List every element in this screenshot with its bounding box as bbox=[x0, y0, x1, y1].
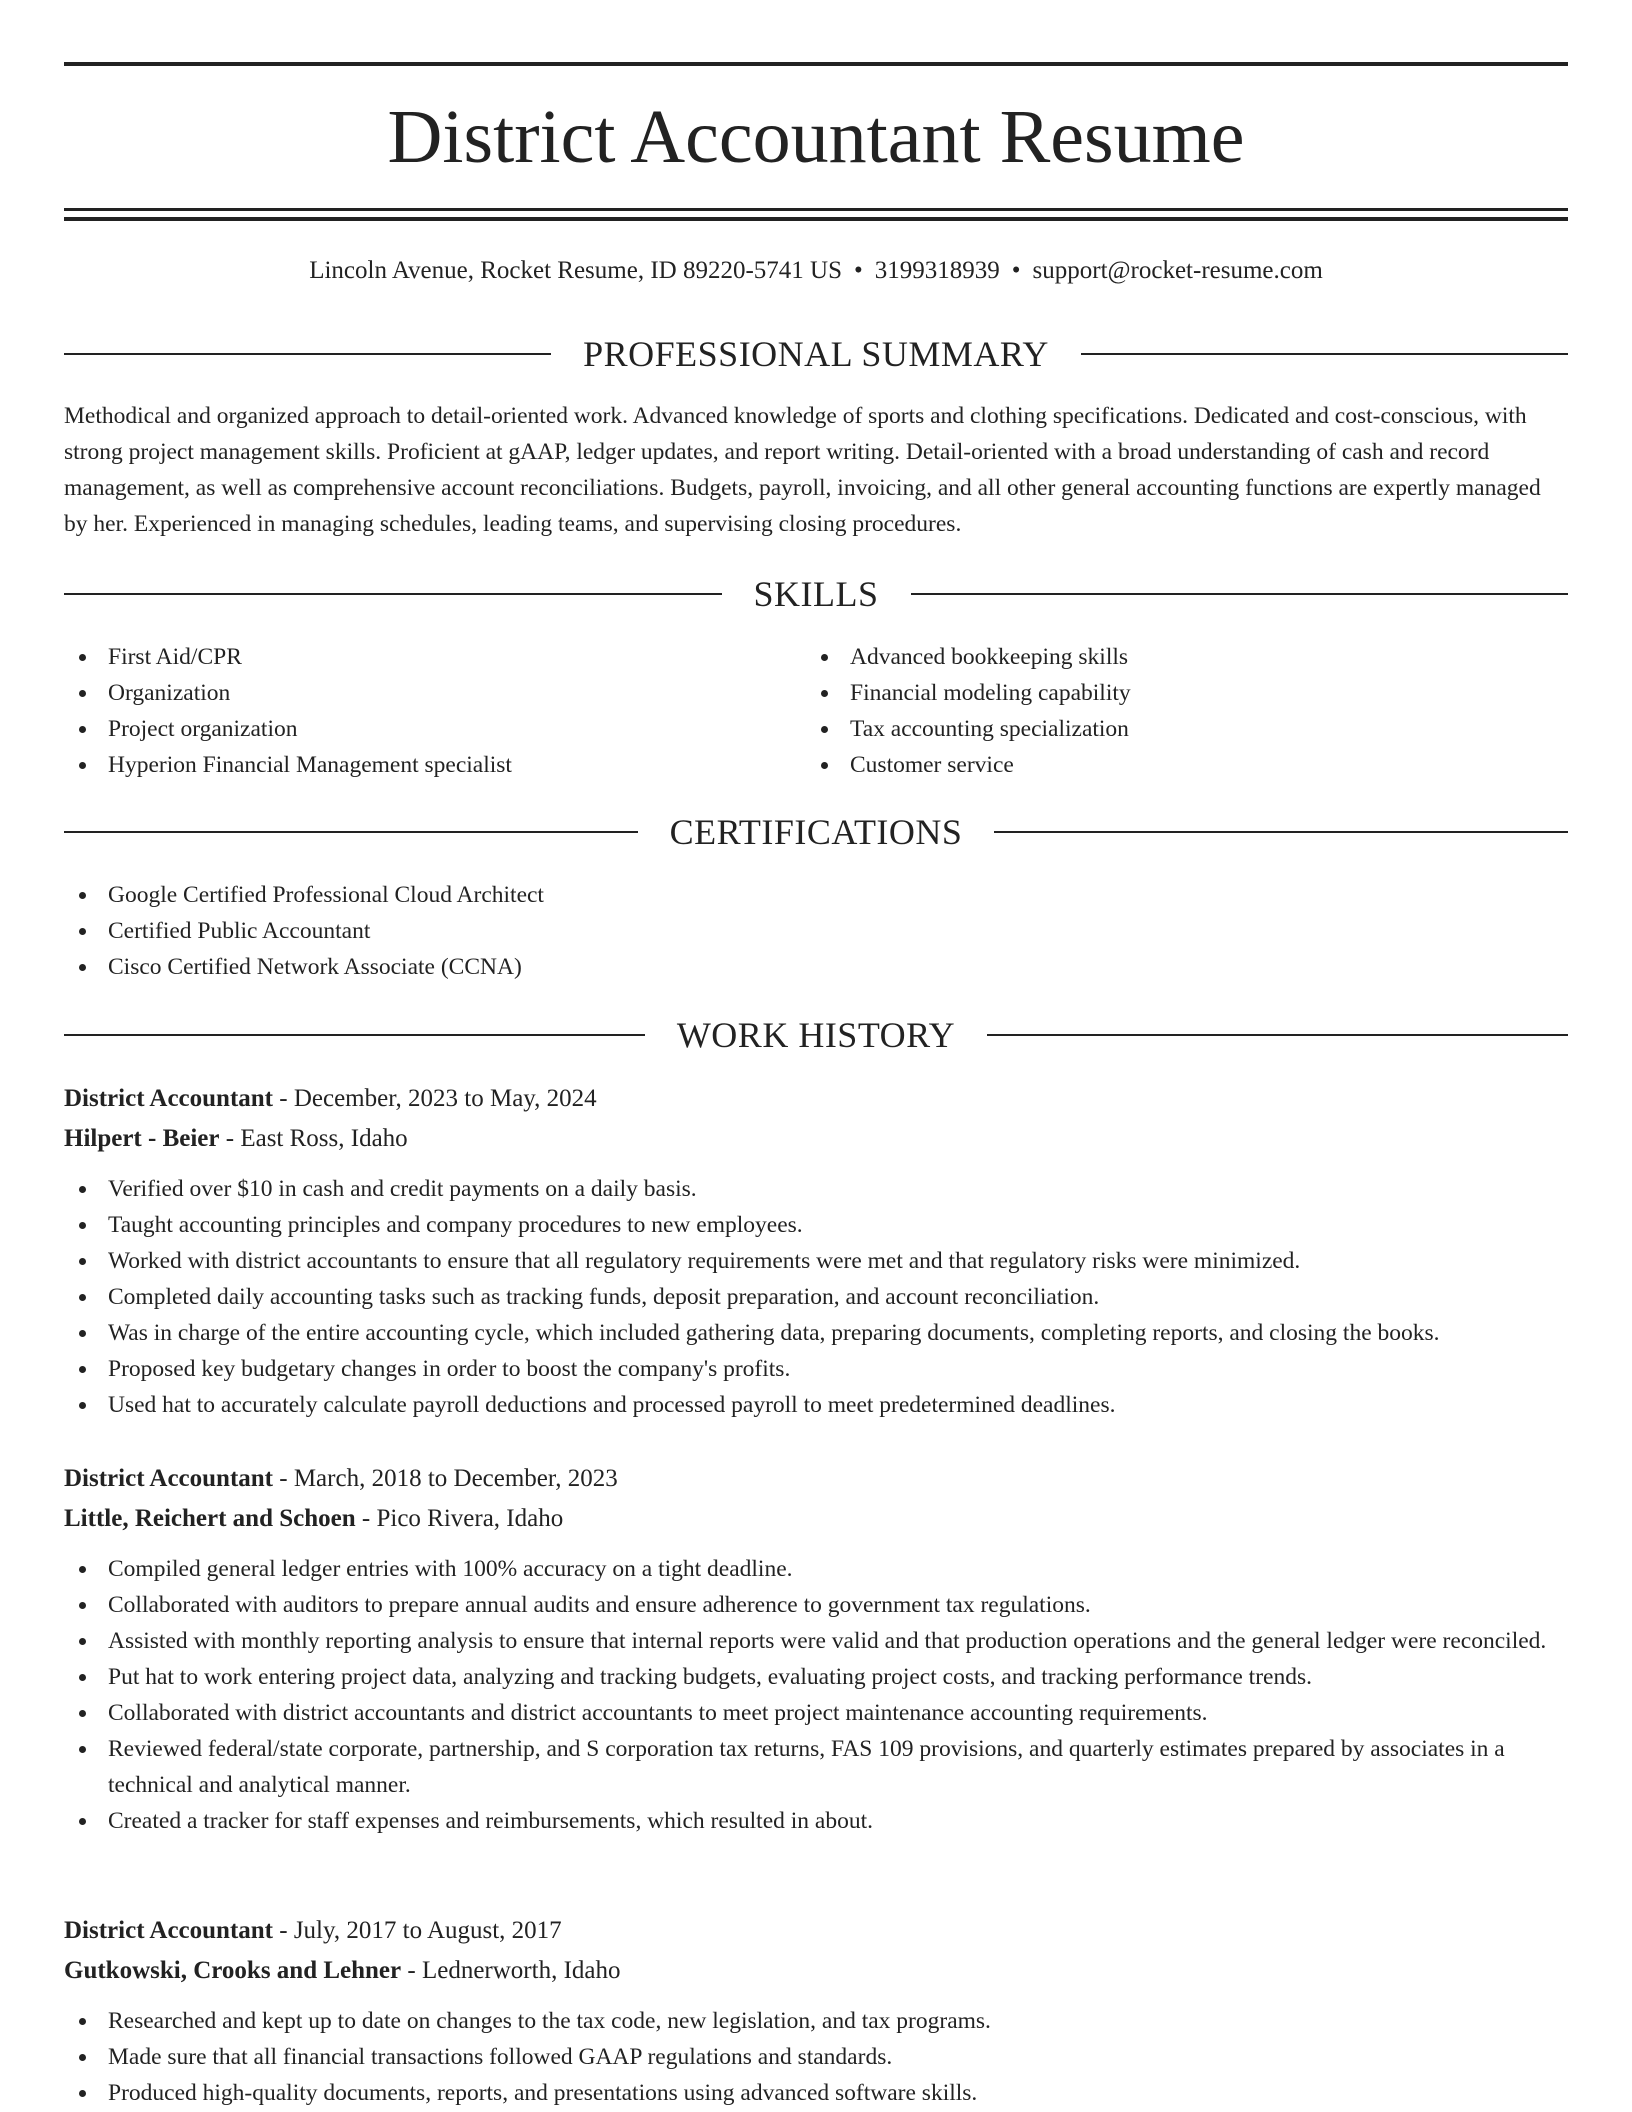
job-company: Gutkowski, Crooks and Lehner bbox=[64, 1957, 402, 1984]
heading-rule bbox=[987, 1034, 1568, 1036]
contact-phone: 3199318939 bbox=[874, 257, 1000, 284]
job-dates: - December, 2023 to May, 2024 bbox=[273, 1085, 597, 1112]
job-duty: Collaborated with auditors to prepare annual audits and ensure adherence to government tax regulations. bbox=[64, 1587, 1568, 1623]
job-location: - East Ross, Idaho bbox=[219, 1125, 408, 1152]
summary-heading: PROFESSIONAL SUMMARY bbox=[583, 334, 1049, 374]
heading-rule bbox=[1081, 353, 1568, 355]
job-title-line bbox=[64, 1079, 1568, 1119]
job-location: - Lednerworth, Idaho bbox=[401, 1957, 621, 1984]
heading-rule bbox=[64, 1034, 645, 1036]
job-duty: Was in charge of the entire accounting cycle, which included gathering data, preparing documents, completing reports, and closing the books. bbox=[64, 1315, 1568, 1351]
skill-item: Hyperion Financial Management specialist bbox=[64, 747, 512, 783]
job-duty: Made sure that all financial transactions followed GAAP regulations and standards. bbox=[64, 2039, 1568, 2075]
heading-rule bbox=[911, 593, 1569, 595]
job-duty: Researched and kept up to date on changes to the tax code, new legislation, and tax programs. bbox=[64, 2003, 1568, 2039]
job-title-line bbox=[64, 1911, 1568, 1951]
contact-separator: • bbox=[1011, 257, 1021, 284]
job-dates: - March, 2018 to December, 2023 bbox=[273, 1465, 618, 1492]
skills-list-left bbox=[64, 639, 512, 783]
certification-item: Google Certified Professional Cloud Architect bbox=[64, 877, 544, 913]
job-duty: Completed daily accounting tasks such as tracking funds, deposit preparation, and account reconciliation. bbox=[64, 1279, 1568, 1315]
summary-heading-row bbox=[64, 332, 1568, 376]
skill-item: Project organization bbox=[64, 711, 512, 747]
job-duty: Worked with district accountants to ensure that all regulatory requirements were met and that regulatory risks were minimized. bbox=[64, 1243, 1568, 1279]
job-duty: Taught accounting principles and company procedures to new employees. bbox=[64, 1207, 1568, 1243]
job-duty: Reviewed federal/state corporate, partnership, and S corporation tax returns, FAS 109 provisions, and quarterly estimates prepared by associates in a technical and analytical manner. bbox=[64, 1731, 1568, 1803]
contact-email: support@rocket-resume.com bbox=[1032, 257, 1323, 284]
heading-rule bbox=[64, 353, 551, 355]
skills-heading-row bbox=[64, 572, 1568, 616]
certification-item: Certified Public Accountant bbox=[64, 913, 544, 949]
skill-item: Tax accounting specialization bbox=[806, 711, 1131, 747]
job-duty: Verified over $10 in cash and credit payments on a daily basis. bbox=[64, 1171, 1568, 1207]
job-company-line bbox=[64, 1951, 1568, 1991]
job-duty: Produced high-quality documents, reports, and presentations using advanced software skills. bbox=[64, 2075, 1568, 2111]
job-duty: Collaborated with district accountants and district accountants to meet project maintenance accounting requirements. bbox=[64, 1695, 1568, 1731]
job-company: Little, Reichert and Schoen bbox=[64, 1505, 356, 1532]
heading-rule bbox=[994, 831, 1568, 833]
summary-text: Methodical and organized approach to detail-oriented work. Advanced knowledge of sports and clothing specifications. Dedicated and cost-conscious, with strong project management skills. Proficient at gAAP, ledger updates, and report writing. Detail-oriented with a broad understanding of cash and record management, as well as comprehensive account reconciliations. Budgets, payroll, invoicing, and all other general accounting functions are expertly managed by her. Experienced in managing schedules, leading teams, and supervising closing procedures. bbox=[64, 403, 1541, 537]
certifications-list bbox=[64, 877, 544, 985]
top-rule bbox=[64, 62, 1568, 66]
skill-item: Customer service bbox=[806, 747, 1131, 783]
heading-rule bbox=[64, 593, 722, 595]
job-entry bbox=[64, 1459, 1568, 1839]
job-title: District Accountant bbox=[64, 1917, 273, 1944]
skills-heading: SKILLS bbox=[753, 574, 879, 614]
job-duty: Assisted with monthly reporting analysis to ensure that internal reports were valid and that production operations and the general ledger were reconciled. bbox=[64, 1623, 1568, 1659]
certification-item: Cisco Certified Network Associate (CCNA) bbox=[64, 949, 544, 985]
contact-address: Lincoln Avenue, Rocket Resume, ID 89220-5741 US bbox=[309, 257, 842, 284]
job-duty: Created a tracker for staff expenses and reimbursements, which resulted in about. bbox=[64, 1803, 1568, 1839]
certifications-heading: CERTIFICATIONS bbox=[669, 812, 963, 852]
job-company-line bbox=[64, 1499, 1568, 1539]
resume-title: District Accountant Resume bbox=[387, 95, 1245, 179]
title-double-rule bbox=[64, 208, 1568, 221]
job-duties-list bbox=[64, 1551, 1568, 1839]
skill-item: Advanced bookkeeping skills bbox=[806, 639, 1131, 675]
job-company: Hilpert - Beier bbox=[64, 1125, 220, 1152]
skills-list-right bbox=[806, 639, 1131, 783]
job-location: - Pico Rivera, Idaho bbox=[355, 1505, 564, 1532]
job-duties-list bbox=[64, 1171, 1568, 1423]
skill-item: First Aid/CPR bbox=[64, 639, 512, 675]
contact-line bbox=[64, 254, 1568, 288]
heading-rule bbox=[64, 831, 638, 833]
job-title-line bbox=[64, 1459, 1568, 1499]
work-history-heading: WORK HISTORY bbox=[676, 1015, 956, 1055]
job-duty: Used hat to accurately calculate payroll deductions and processed payroll to meet predetermined deadlines. bbox=[64, 1387, 1568, 1423]
certifications-heading-row bbox=[64, 810, 1568, 854]
job-title: District Accountant bbox=[64, 1465, 273, 1492]
job-duty: Proposed key budgetary changes in order to boost the company's profits. bbox=[64, 1351, 1568, 1387]
job-duty: Put hat to work entering project data, analyzing and tracking budgets, evaluating project costs, and tracking performance trends. bbox=[64, 1659, 1568, 1695]
skill-item: Financial modeling capability bbox=[806, 675, 1131, 711]
contact-separator: • bbox=[853, 257, 863, 284]
job-duties-list bbox=[64, 2003, 1568, 2111]
skill-item: Organization bbox=[64, 675, 512, 711]
job-duty: Compiled general ledger entries with 100% accuracy on a tight deadline. bbox=[64, 1551, 1568, 1587]
job-dates: - July, 2017 to August, 2017 bbox=[273, 1917, 562, 1944]
job-title: District Accountant bbox=[64, 1085, 273, 1112]
work-history-heading-row bbox=[64, 1013, 1568, 1057]
job-entry bbox=[64, 1079, 1568, 1423]
job-entry bbox=[64, 1911, 1568, 2111]
job-company-line bbox=[64, 1119, 1568, 1159]
